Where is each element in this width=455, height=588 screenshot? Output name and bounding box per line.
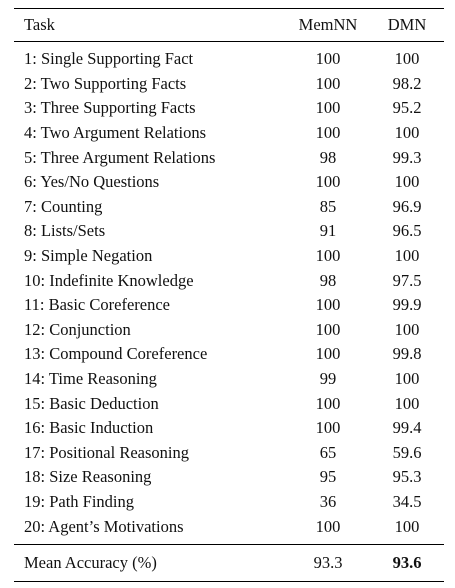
task-cell: 5: Three Argument Relations bbox=[24, 147, 216, 167]
footer-dmn: 93.6 bbox=[392, 552, 422, 572]
dmn-cell: 95.2 bbox=[392, 98, 422, 118]
task-cell: 3: Three Supporting Facts bbox=[24, 98, 196, 118]
table-row bbox=[14, 72, 444, 97]
header-row bbox=[14, 9, 444, 41]
dmn-cell: 100 bbox=[394, 246, 420, 266]
table-row bbox=[14, 367, 444, 392]
table-row bbox=[14, 293, 444, 318]
table-row bbox=[14, 441, 444, 466]
dmn-cell: 96.5 bbox=[392, 221, 422, 241]
task-cell: 13: Compound Coreference bbox=[24, 344, 208, 364]
task-cell: 10: Indefinite Knowledge bbox=[24, 270, 194, 290]
table-row bbox=[14, 465, 444, 490]
table-row bbox=[14, 514, 444, 539]
header-dmn: DMN bbox=[387, 15, 427, 34]
memnn-cell: 100 bbox=[315, 98, 341, 118]
memnn-cell: 100 bbox=[315, 49, 341, 69]
memnn-cell: 100 bbox=[315, 123, 341, 143]
task-cell: 20: Agent’s Motivations bbox=[24, 516, 184, 536]
dmn-cell: 100 bbox=[394, 393, 420, 413]
memnn-cell: 99 bbox=[319, 369, 337, 389]
memnn-cell: 100 bbox=[315, 246, 341, 266]
dmn-cell: 100 bbox=[394, 319, 420, 339]
task-cell: 6: Yes/No Questions bbox=[24, 172, 160, 192]
table-row bbox=[14, 121, 444, 146]
memnn-cell: 36 bbox=[319, 491, 337, 511]
dmn-cell: 100 bbox=[394, 49, 420, 69]
task-cell: 1: Single Supporting Fact bbox=[24, 49, 194, 69]
task-cell: 8: Lists/Sets bbox=[24, 221, 106, 241]
memnn-cell: 65 bbox=[319, 442, 337, 462]
memnn-cell: 100 bbox=[315, 344, 341, 364]
dmn-cell: 99.3 bbox=[392, 147, 422, 167]
table-row bbox=[14, 416, 444, 441]
task-cell: 19: Path Finding bbox=[24, 491, 135, 511]
task-cell: 17: Positional Reasoning bbox=[24, 442, 189, 462]
bottom-rule bbox=[14, 581, 444, 582]
memnn-cell: 100 bbox=[315, 172, 341, 192]
dmn-cell: 100 bbox=[394, 123, 420, 143]
memnn-cell: 100 bbox=[315, 319, 341, 339]
table-row bbox=[14, 268, 444, 293]
memnn-cell: 98 bbox=[319, 147, 337, 167]
dmn-cell: 34.5 bbox=[392, 491, 422, 511]
task-cell: 4: Two Argument Relations bbox=[24, 123, 207, 143]
dmn-cell: 100 bbox=[394, 516, 420, 536]
dmn-cell: 96.9 bbox=[392, 196, 422, 216]
footer-memnn: 93.3 bbox=[313, 552, 343, 572]
dmn-cell: 99.4 bbox=[392, 418, 422, 438]
table-row bbox=[14, 391, 444, 416]
dmn-cell: 99.9 bbox=[392, 295, 422, 315]
dmn-cell: 100 bbox=[394, 369, 420, 389]
task-cell: 14: Time Reasoning bbox=[24, 369, 157, 389]
table-row bbox=[14, 195, 444, 220]
dmn-cell: 99.8 bbox=[392, 344, 422, 364]
footer-row bbox=[14, 545, 444, 581]
memnn-cell: 100 bbox=[315, 516, 341, 536]
memnn-cell: 98 bbox=[319, 270, 337, 290]
memnn-cell: 100 bbox=[315, 295, 341, 315]
table-row bbox=[14, 318, 444, 343]
footer-label: Mean Accuracy (%) bbox=[24, 552, 157, 572]
table-row bbox=[14, 47, 444, 72]
table-row bbox=[14, 219, 444, 244]
task-cell: 9: Simple Negation bbox=[24, 246, 153, 266]
task-cell: 15: Basic Deduction bbox=[24, 393, 159, 413]
table-body bbox=[14, 47, 444, 539]
header-memnn: MemNN bbox=[298, 15, 358, 34]
table-row bbox=[14, 342, 444, 367]
dmn-cell: 95.3 bbox=[392, 467, 422, 487]
memnn-cell: 85 bbox=[319, 196, 337, 216]
task-cell: 7: Counting bbox=[24, 196, 103, 216]
memnn-cell: 100 bbox=[315, 418, 341, 438]
dmn-cell: 98.2 bbox=[392, 73, 422, 93]
table-row bbox=[14, 244, 444, 269]
table-row bbox=[14, 490, 444, 515]
table-row bbox=[14, 96, 444, 121]
table-row bbox=[14, 145, 444, 170]
task-cell: 12: Conjunction bbox=[24, 319, 131, 339]
memnn-cell: 91 bbox=[319, 221, 337, 241]
task-cell: 18: Size Reasoning bbox=[24, 467, 152, 487]
dmn-cell: 100 bbox=[394, 172, 420, 192]
results-table bbox=[14, 8, 444, 582]
header-task: Task bbox=[24, 15, 55, 34]
table-row bbox=[14, 170, 444, 195]
memnn-cell: 100 bbox=[315, 393, 341, 413]
dmn-cell: 59.6 bbox=[392, 442, 422, 462]
dmn-cell: 97.5 bbox=[392, 270, 422, 290]
task-cell: 16: Basic Induction bbox=[24, 418, 154, 438]
memnn-cell: 100 bbox=[315, 73, 341, 93]
memnn-cell: 95 bbox=[319, 467, 337, 487]
task-cell: 11: Basic Coreference bbox=[24, 295, 170, 315]
task-cell: 2: Two Supporting Facts bbox=[24, 73, 187, 93]
